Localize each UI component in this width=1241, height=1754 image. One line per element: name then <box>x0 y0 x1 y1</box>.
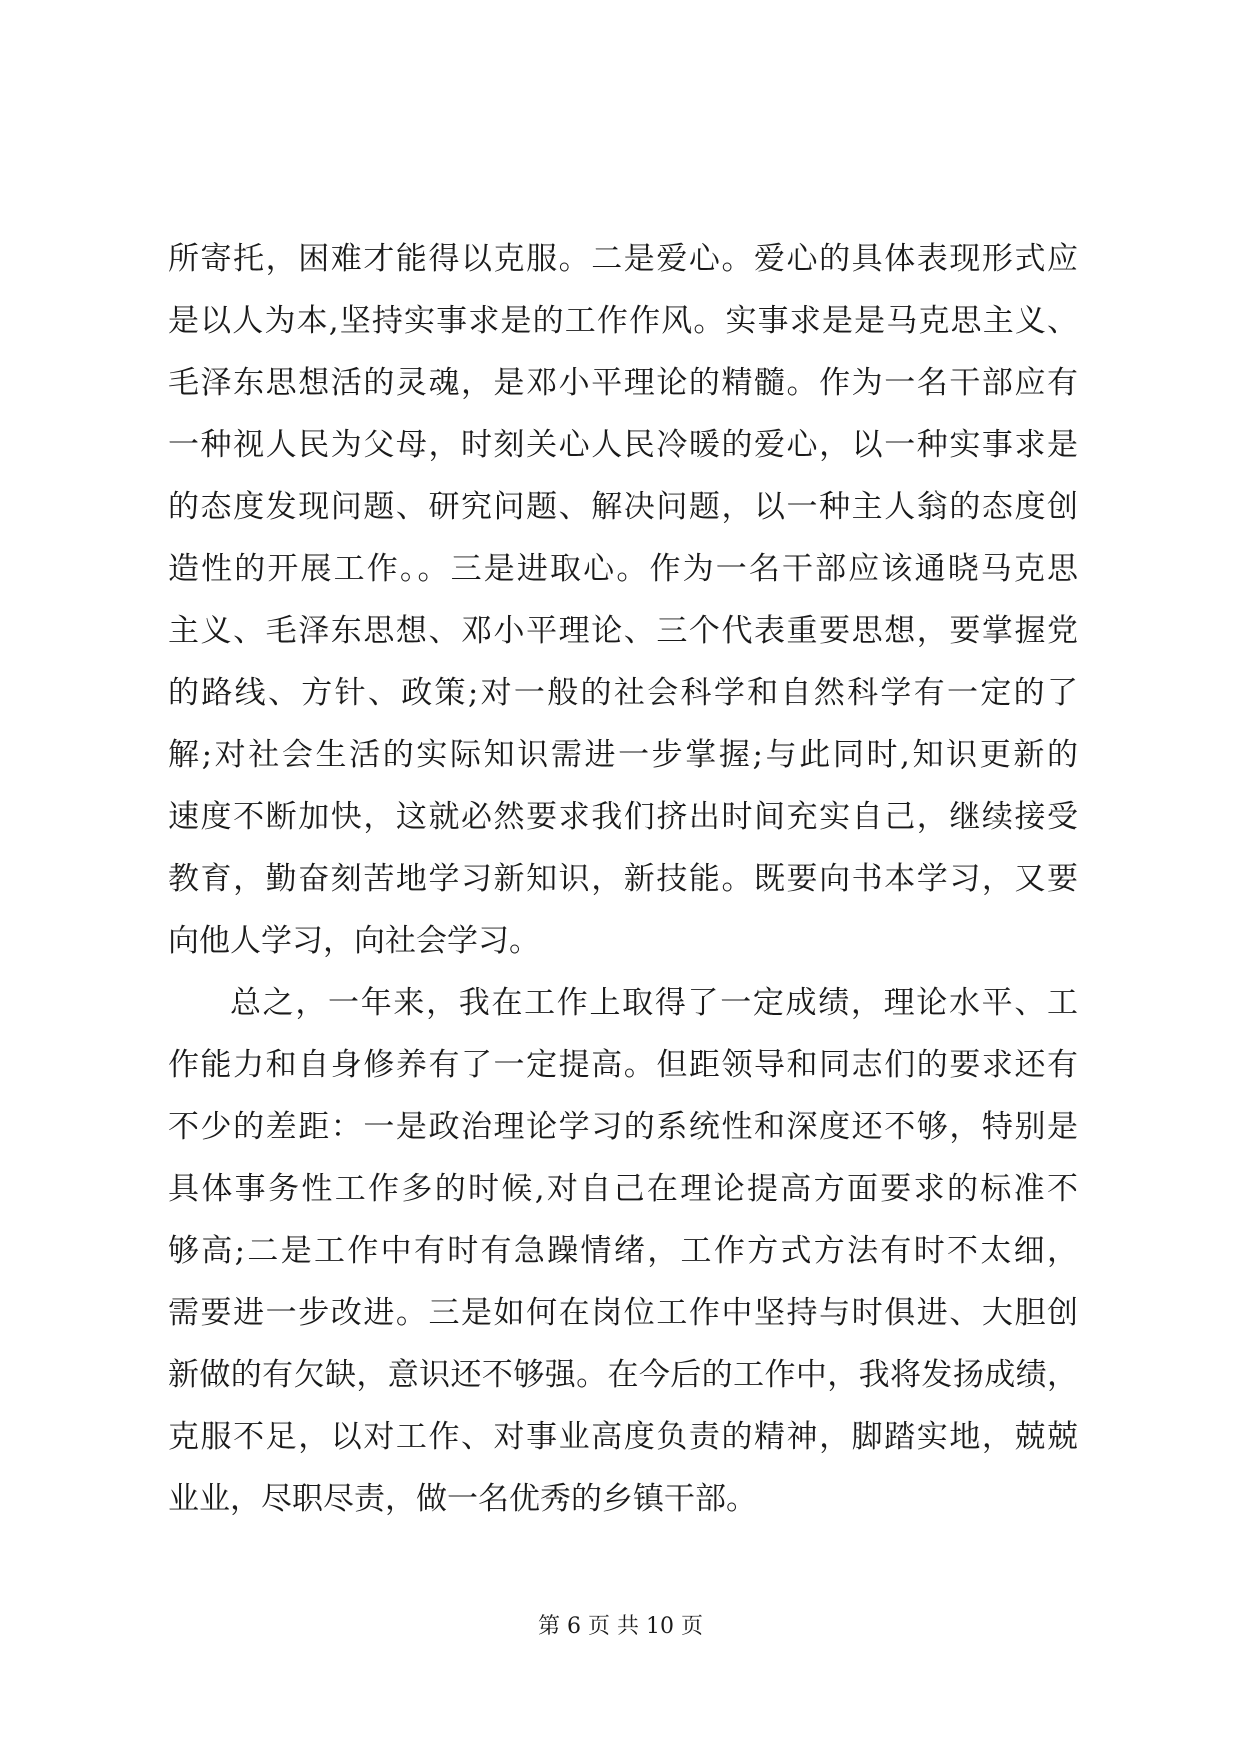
text-line: 需要进一步改进。三是如何在岗位工作中坚持与时俱进、大胆创 <box>168 1295 1078 1331</box>
text-line: 够高;二是工作中有时有急躁情绪，工作方式方法有时不太细， <box>168 1233 1078 1269</box>
text-line: 作能力和自身修养有了一定提高。但距领导和同志们的要求还有 <box>168 1047 1078 1083</box>
text-line: 具体事务性工作多的时候,对自己在理论提高方面要求的标准不 <box>168 1171 1078 1207</box>
text-line: 解;对社会生活的实际知识需进一步掌握;与此同时,知识更新的 <box>168 737 1078 773</box>
text-line: 不少的差距：一是政治理论学习的系统性和深度还不够，特别是 <box>168 1109 1078 1145</box>
document-body <box>168 228 1078 1530</box>
text-line: 新做的有欠缺，意识还不够强。在今后的工作中，我将发扬成绩， <box>168 1357 1078 1393</box>
text-line: 主义、毛泽东思想、邓小平理论、三个代表重要思想，要掌握党 <box>168 613 1078 649</box>
text-line: 的路线、方针、政策;对一般的社会科学和自然科学有一定的了 <box>168 675 1078 711</box>
text-line: 的态度发现问题、研究问题、解决问题，以一种主人翁的态度创 <box>168 489 1078 525</box>
text-line: 毛泽东思想活的灵魂，是邓小平理论的精髓。作为一名干部应有 <box>168 365 1078 401</box>
page-number-footer: 第 6 页 共 10 页 <box>538 1614 703 1639</box>
text-line: 向他人学习，向社会学习。 <box>168 923 540 959</box>
text-line: 速度不断加快，这就必然要求我们挤出时间充实自己，继续接受 <box>168 799 1078 835</box>
text-line: 造性的开展工作。。三是进取心。作为一名干部应该通晓马克思 <box>168 551 1078 587</box>
text-line: 是以人为本,坚持实事求是的工作作风。实事求是是马克思主义、 <box>168 303 1078 339</box>
text-line-paragraph-start: 总之，一年来，我在工作上取得了一定成绩，理论水平、工 <box>230 985 1078 1021</box>
text-line: 教育，勤奋刻苦地学习新知识，新技能。既要向书本学习，又要 <box>168 861 1078 897</box>
text-line: 克服不足，以对工作、对事业高度负责的精神，脚踏实地，兢兢 <box>168 1419 1078 1455</box>
text-line: 所寄托，困难才能得以克服。二是爱心。爱心的具体表现形式应 <box>168 241 1078 277</box>
text-line: 一种视人民为父母，时刻关心人民冷暖的爱心，以一种实事求是 <box>168 427 1078 463</box>
text-line: 业业，尽职尽责，做一名优秀的乡镇干部。 <box>168 1481 757 1517</box>
